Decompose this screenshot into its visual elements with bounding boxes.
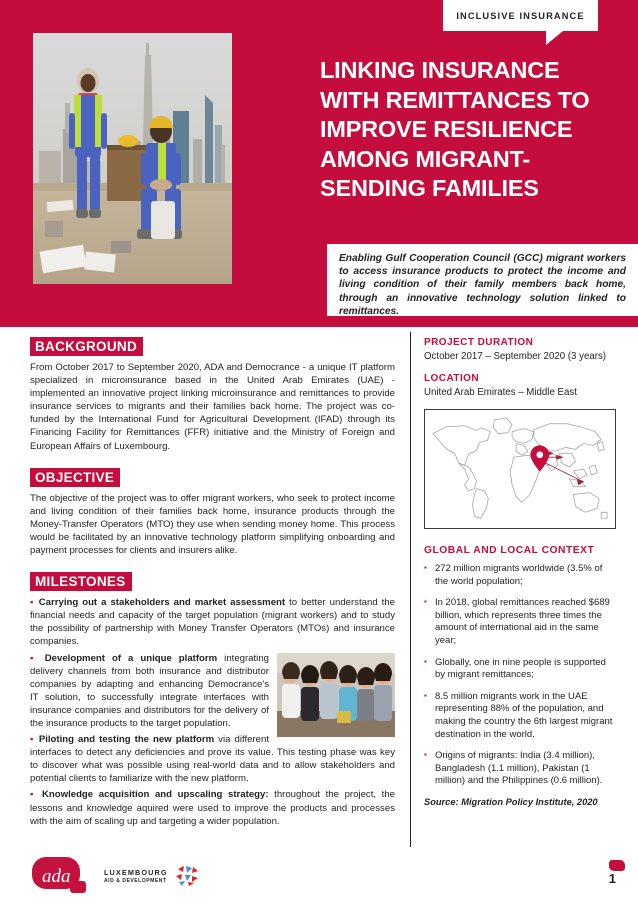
milestone-body: to better understand the financial needs and capacity of the target population (migrant workers) and to study the possibility of partnership with Money Transfer Operators (MTOs) and insurance companies. — [30, 597, 395, 648]
right-column — [424, 337, 616, 807]
left-column — [30, 337, 395, 831]
world-map — [424, 409, 616, 529]
milestone-lead: Development of a unique platform — [44, 652, 218, 664]
inclusive-insurance-tag — [443, 0, 598, 31]
objective-heading: OBJECTIVE — [30, 468, 120, 487]
svg-text:ada: ada — [42, 866, 71, 887]
milestone-bullet-icon: ▪ — [30, 789, 42, 801]
quote-callout — [327, 244, 638, 316]
context-list-item: ▪ Origins of migrants: India (3.4 million), Bangladesh (1.1 million), Pakistan (1 million) and the Philippines (0.6 million). — [424, 750, 616, 788]
column-divider — [410, 332, 411, 847]
hero-photo — [33, 33, 232, 284]
milestone-bullet-icon: ▪ — [30, 652, 45, 664]
background-text: From October 2017 to September 2020, ADA and Democrance - a unique IT platform specialized in microinsurance based in the United Arab Emirates (UAE) - implemented an innovative project linking microinsurance and remittances to provide insurance services to migrants and their families back home. The project was co-funded by the International Fund for Agricultural Development (IFAD) through its Financing Facility for Remittances (FFR) initiative and the Ministry of Foreign and European Affairs of Luxembourg. — [30, 362, 395, 452]
ada-logo — [32, 857, 96, 899]
footer — [0, 852, 638, 906]
quote-text: Enabling Gulf Cooperation Council (GCC) migrant workers to access insurance products to protect the income and living condition of their family members back home, through an innovative technology solution linked to remittances. — [339, 253, 626, 317]
spacer — [30, 455, 395, 468]
project-duration-value: October 2017 – September 2020 (3 years) — [424, 351, 607, 362]
milestone-bullet-icon: ▪ — [30, 734, 39, 746]
milestones-list — [30, 596, 395, 828]
milestone-bullet-icon: ▪ — [30, 597, 39, 609]
global-context-heading: GLOBAL AND LOCAL CONTEXT — [424, 545, 595, 556]
tag-tail-triangle — [546, 31, 563, 45]
background-heading: BACKGROUND — [30, 337, 143, 356]
tag-box — [443, 0, 598, 31]
page-number: 1 — [608, 871, 616, 886]
body-content — [0, 327, 638, 852]
lux-logo-mark — [174, 865, 200, 887]
lux-logo-line1: LUXEMBOURG — [104, 867, 168, 877]
project-duration-heading: PROJECT DURATION — [424, 337, 534, 348]
milestone-item — [30, 596, 395, 648]
milestone-item — [30, 652, 395, 731]
milestone-item — [30, 788, 395, 827]
page-number-chip — [609, 860, 625, 871]
milestones-photo — [277, 653, 395, 737]
global-context-list — [424, 563, 616, 788]
objective-text: The objective of the project was to offer migrant workers, who seek to protect income and living condition of their families back home, insurance products through the Money-Transfer Operators (MTO) they use when sending money home. This process would be facilitated by an innovative technology platform simplifying onboarding and payment processes for clients and insurers alike. — [30, 492, 395, 557]
milestone-lead: Carrying out a stakeholders and market assessment — [38, 597, 286, 609]
luxembourg-aid-development-logo — [104, 865, 224, 891]
milestone-lead: Piloting and testing the new platform — [38, 734, 215, 746]
lux-logo-line2: AID & DEVELOPMENT — [104, 878, 167, 885]
milestone-body: throughout the project, the lessons and knowledge aquired were used to improve the products and processes with the aim of scaling up and targeting a wider population. — [30, 789, 395, 827]
tag-label: INCLUSIVE INSURANCE — [456, 10, 585, 21]
location-value: United Arab Emirates – Middle East — [424, 387, 577, 398]
milestone-lead: Knowledge acquisition and upscaling strategy: — [41, 789, 269, 801]
milestones-heading: MILESTONES — [30, 572, 132, 591]
source-note: Source: Migration Policy Institute, 2020 — [424, 796, 598, 807]
milestone-item — [30, 733, 395, 785]
milestone-body: integrating delivery channels from both insurance and distributor companies by adapting and enhancing Democrance's IT solution, to successfully integrate interfaces with insurance companies and distributors for the delivery of the insurance products to the target population. — [30, 652, 269, 729]
context-list-item: ▪ Globally, one in nine people is supported by migrant remittances; — [424, 657, 616, 682]
spacer — [30, 559, 395, 572]
header-banner — [0, 0, 638, 327]
location-heading: LOCATION — [424, 373, 480, 384]
context-list-item: ▪ 8.5 million migrants work in the UAE representing 88% of the population, and making the country the 6th largest migrant destination in the world. — [424, 691, 616, 741]
page-title: LINKING INSURANCE WITH REMITTANCES TO IMPROVE RESILIENCE AMONG MIGRANT-SENDING FAMILIES — [320, 57, 590, 201]
context-list-item: ▪ In 2018, global remittances reached $689 billion, which represents three times the amount of international aid in the same year; — [424, 597, 616, 647]
context-list-item: ▪ 272 million migrants worldwide (3.5% of the world population; — [424, 563, 616, 588]
milestone-body: via different interfaces to detect any deficiencies and prove its value. This testing phase was key to discover what was possible using real-world data and to allow stakeholders and potential clients to familiarize with the new platform. — [30, 734, 395, 785]
